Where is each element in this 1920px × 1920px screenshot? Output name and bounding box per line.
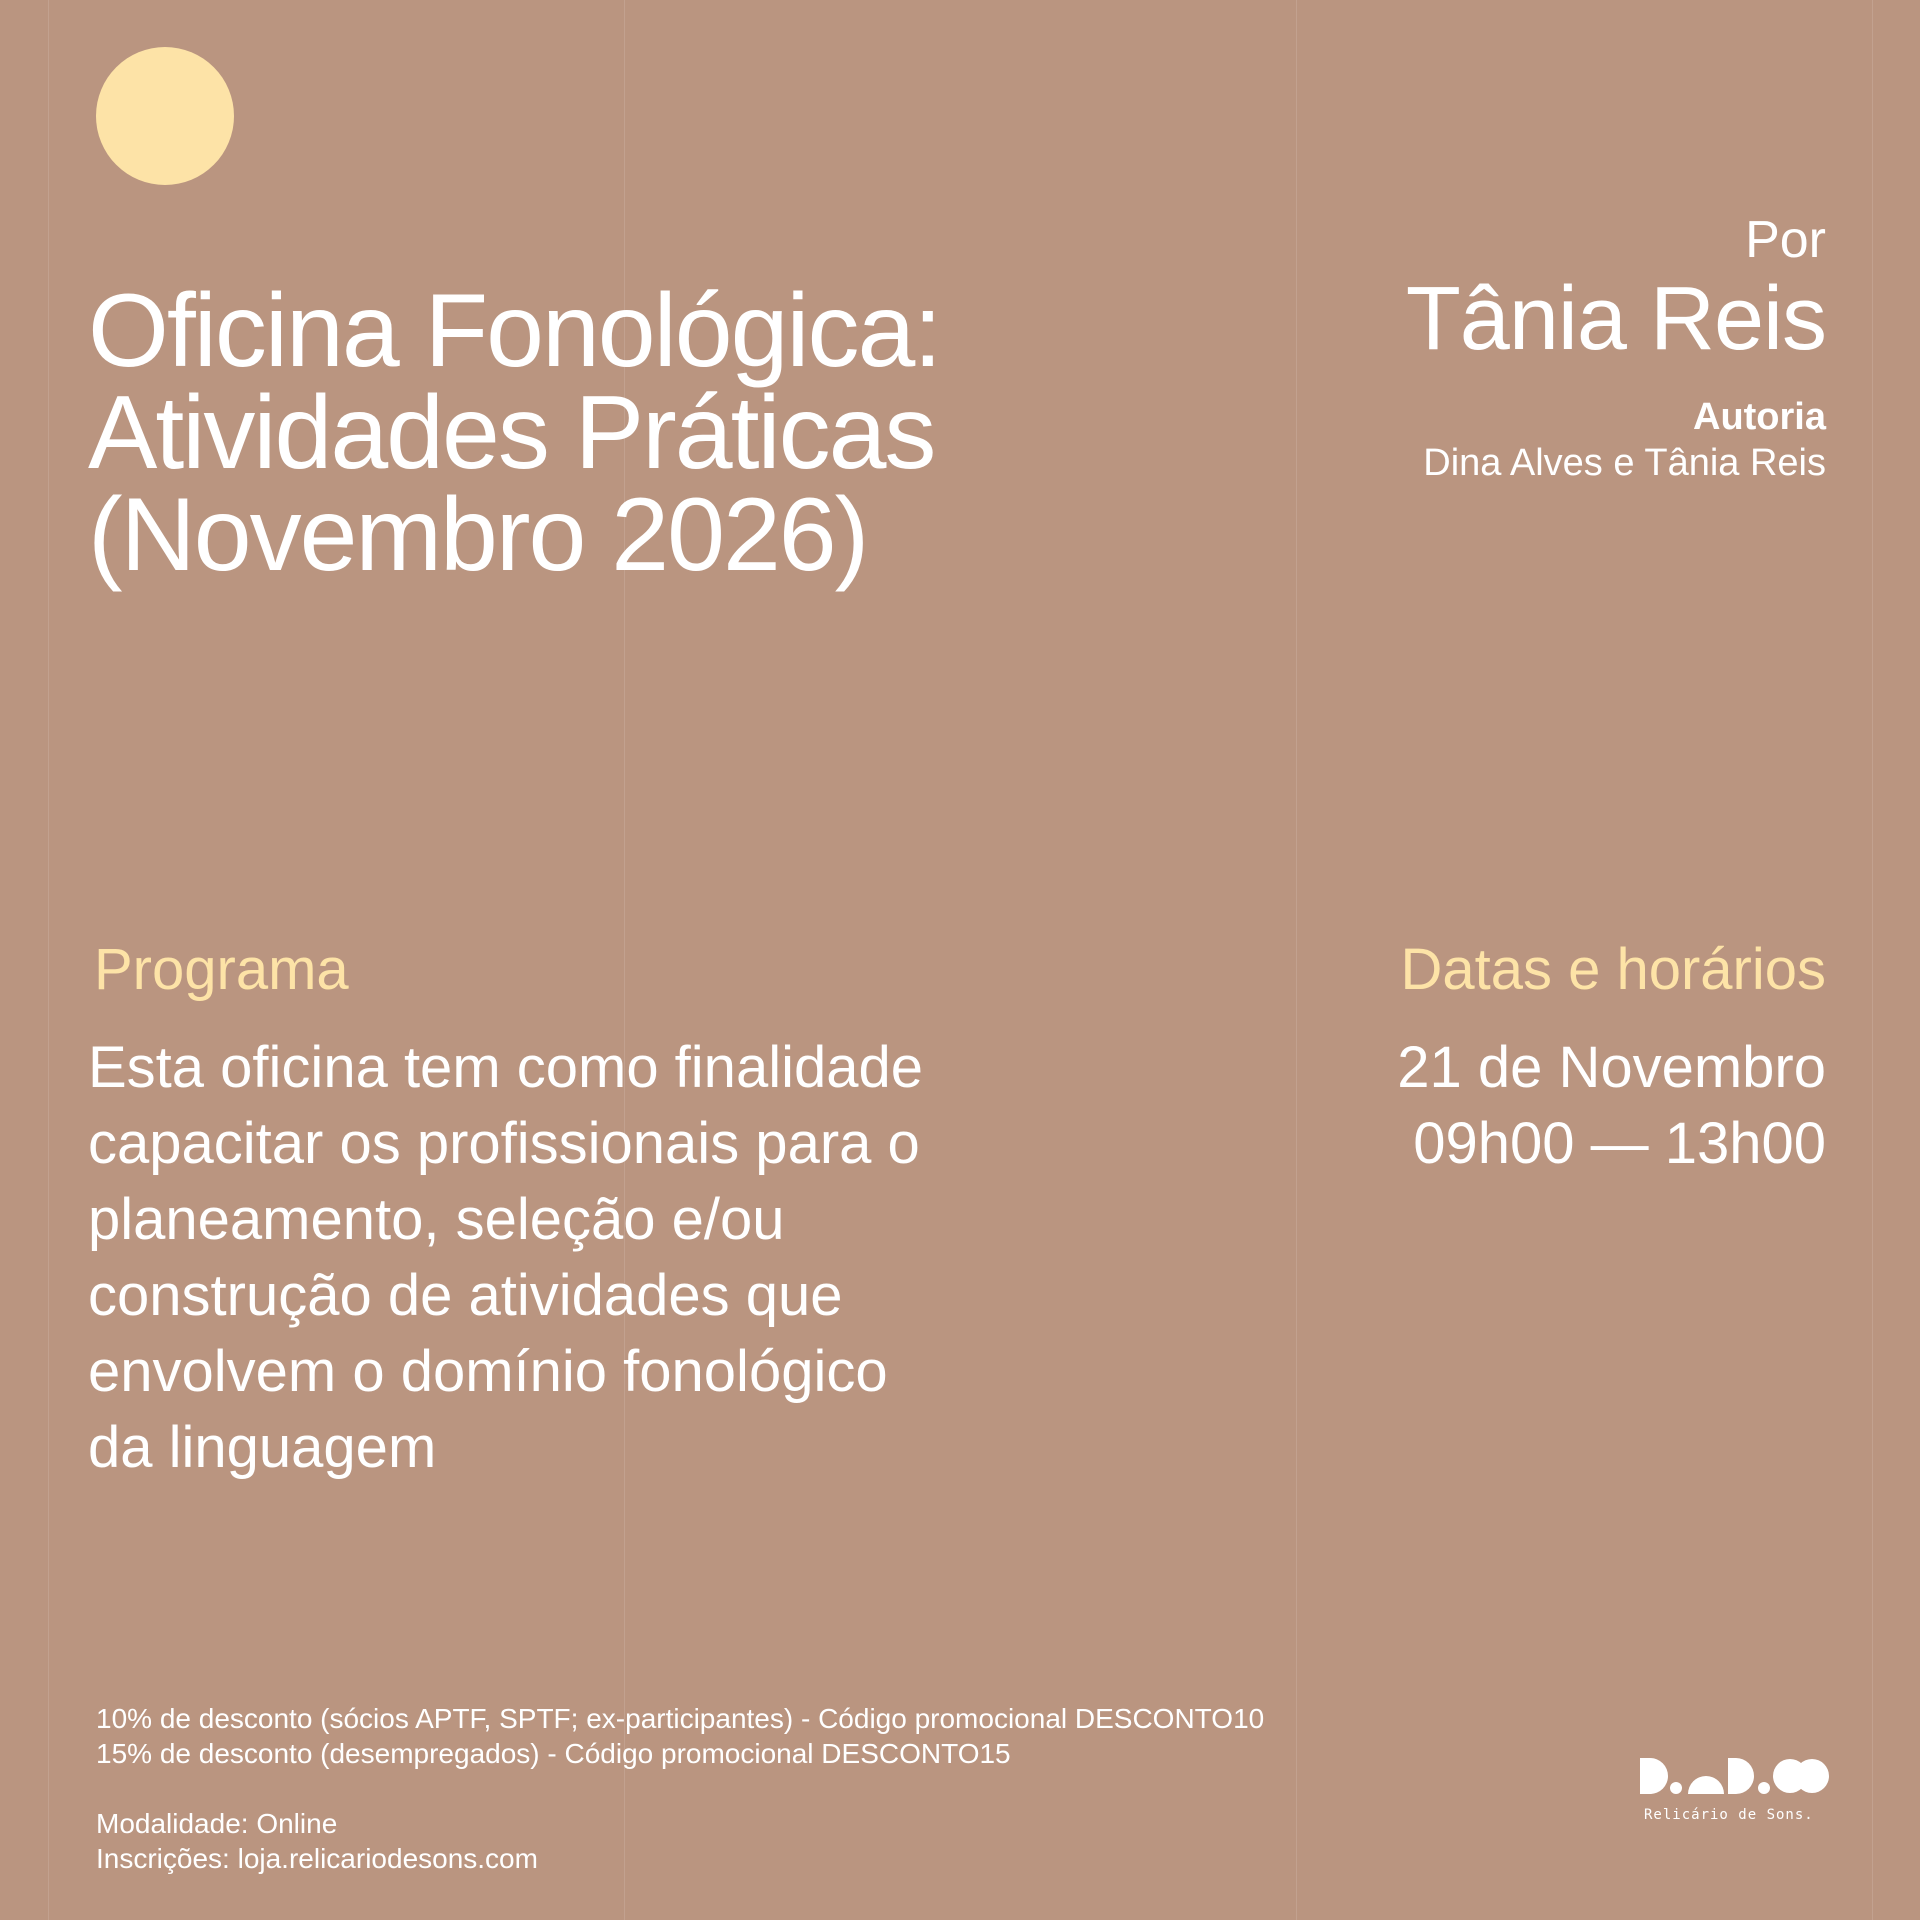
title-line: Atividades Práticas [88,375,935,491]
event-date: 21 de Novembro [1397,1035,1826,1100]
brand-tagline: Relicário de Sons. [1644,1807,1814,1823]
programa-line: Esta oficina tem como finalidade [88,1035,923,1100]
programa-line: envolvem o domínio fonológico [88,1339,888,1404]
modalidade-note: Modalidade: Online [96,1808,338,1839]
discount-note: 10% de desconto (sócios APTF, SPTF; ex-participantes) - Código promocional DESCONTO10 [96,1703,1265,1734]
inscricoes-note: Inscrições: loja.relicariodesons.com [96,1843,538,1874]
page-title [88,273,1088,593]
sun-circle-icon [96,47,234,185]
programa-line: planeamento, seleção e/ou [88,1187,785,1252]
discount-note: 15% de desconto (desempregados) - Código promocional DESCONTO15 [96,1738,1011,1769]
programa-line: capacitar os profissionais para o [88,1111,920,1176]
guide-line [1872,0,1873,1920]
event-time: 09h00 — 13h00 [1413,1111,1826,1176]
programa-heading: Programa [94,937,349,1002]
by-label: Por [1745,211,1826,269]
autoria-names: Dina Alves e Tânia Reis [1423,442,1826,484]
guide-line [48,0,49,1920]
datas-heading: Datas e horários [1400,937,1826,1002]
author-name: Tânia Reis [1405,269,1826,369]
datas-details [1397,1030,1826,1182]
title-line: (Novembro 2026) [88,477,868,593]
programa-description [88,1030,1068,1486]
title-line: Oficina Fonológica: [88,273,941,389]
guide-line [1296,0,1297,1920]
autoria-label: Autoria [1693,396,1826,438]
programa-line: construção de atividades que [88,1263,843,1328]
programa-line: da linguagem [88,1415,437,1480]
spacer [96,1771,1264,1806]
footer-notes [96,1701,1264,1876]
relicario-de-sons-logo-icon [1640,1756,1830,1796]
